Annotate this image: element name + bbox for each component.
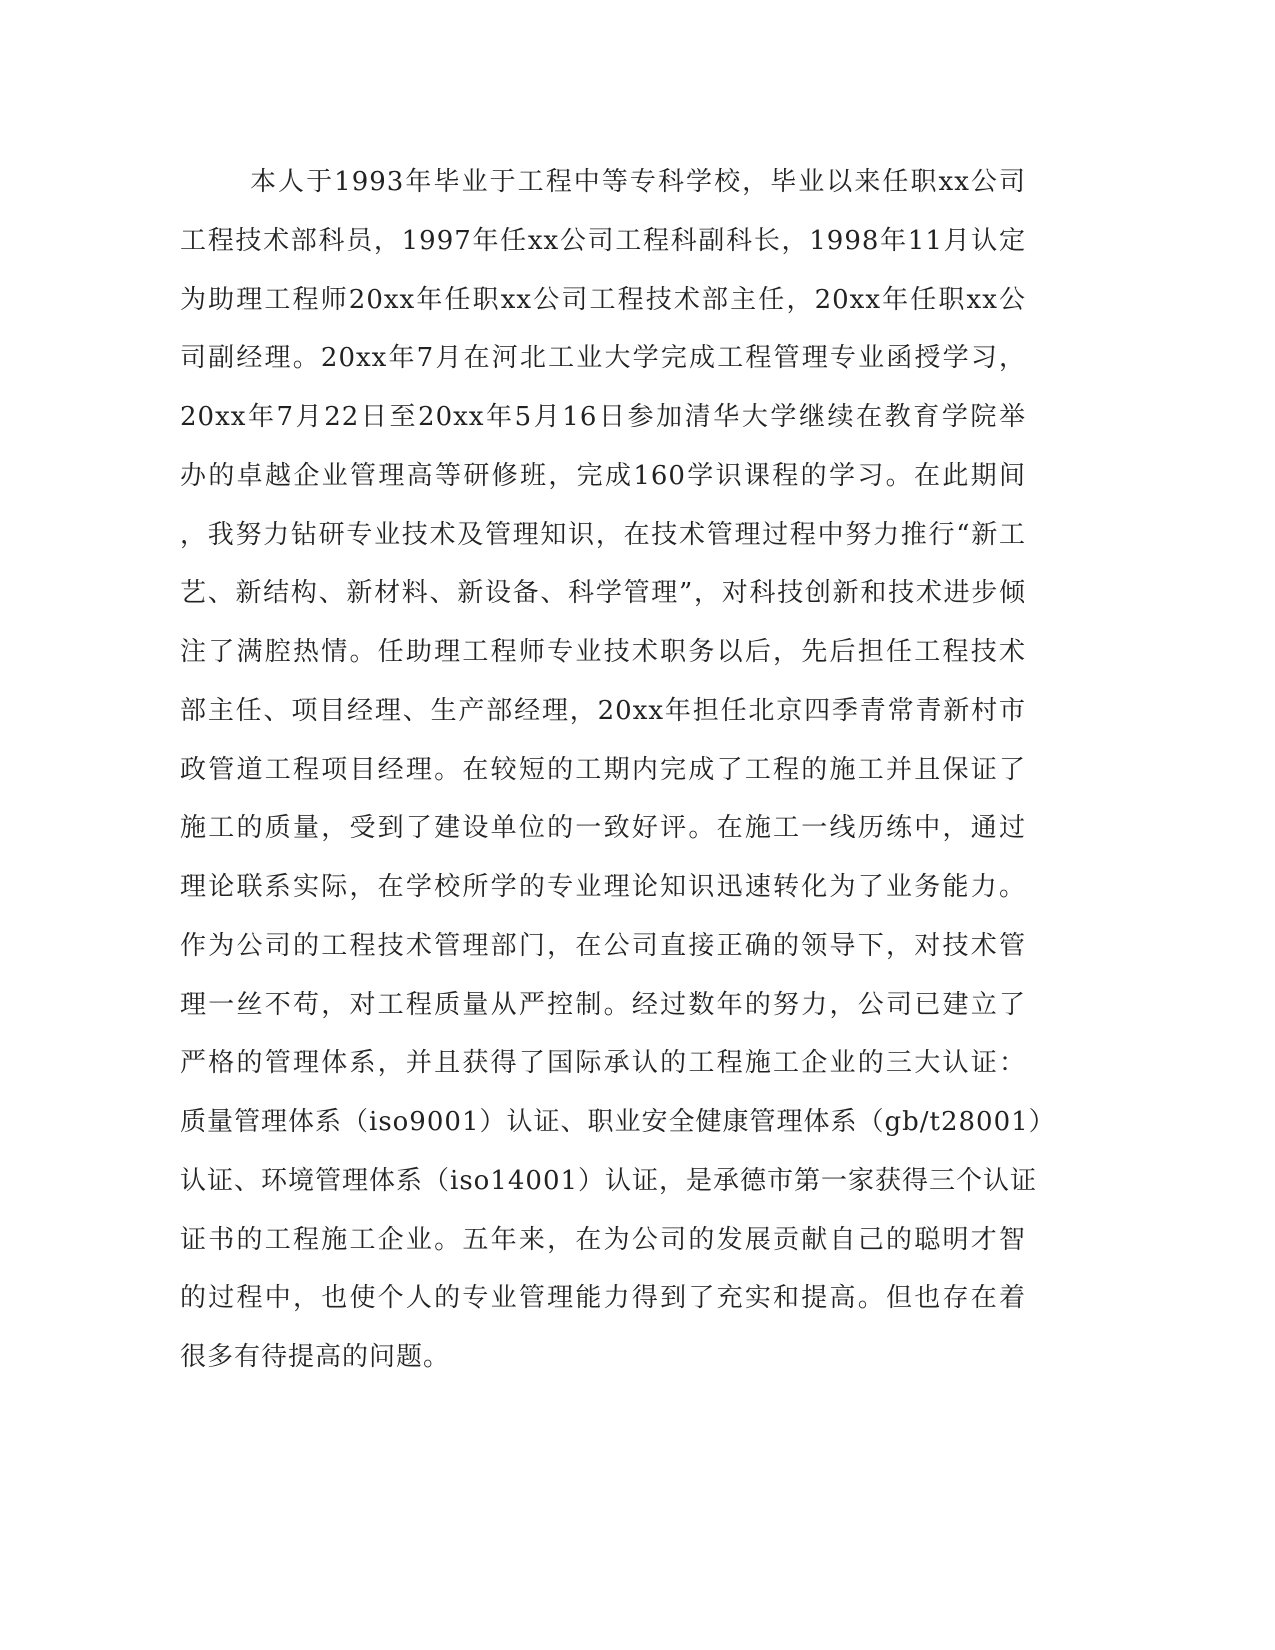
text-line: ，我努力钻研专业技术及管理知识，在技术管理过程中努力推行“新工 <box>180 519 1026 550</box>
document-body <box>180 162 1056 1396</box>
text-line: 理一丝不苟，对工程质量从严控制。经过数年的努力，公司已建立了 <box>180 989 1026 1020</box>
text-line: 部主任、项目经理、生产部经理，20xx年担任北京四季青常青新村市 <box>180 695 1026 726</box>
text-line: 司副经理。20xx年7月在河北工业大学完成工程管理专业函授学习， <box>180 343 1026 374</box>
text-line: 为助理工程师20xx年任职xx公司工程技术部主任，20xx年任职xx公 <box>180 284 1026 315</box>
text-line: 质量管理体系（iso9001）认证、职业安全健康管理体系（gb/t28001） <box>180 1107 1056 1137</box>
text-line: 认证、环境管理体系（iso14001）认证，是承德市第一家获得三个认证 <box>180 1165 1038 1196</box>
text-line: 工程技术部科员，1997年任xx公司工程科副科长，1998年11月认定 <box>180 225 1026 256</box>
text-line: 的过程中，也使个人的专业管理能力得到了充实和提高。但也存在着 <box>180 1283 1026 1314</box>
text-line: 本人于1993年毕业于工程中等专科学校，毕业以来任职xx公司 <box>250 167 1026 197</box>
paragraph <box>180 162 1056 1396</box>
text-line: 作为公司的工程技术管理部门，在公司直接正确的领导下，对技术管 <box>180 930 1026 961</box>
text-line: 20xx年7月22日至20xx年5月16日参加清华大学继续在教育学院举 <box>180 402 1026 432</box>
text-line: 证书的工程施工企业。五年来，在为公司的发展贡献自己的聪明才智 <box>180 1224 1026 1255</box>
text-line: 办的卓越企业管理高等研修班，完成160学识课程的学习。在此期间 <box>180 460 1026 491</box>
text-line: 很多有待提高的问题。 <box>180 1342 451 1372</box>
text-line: 艺、新结构、新材料、新设备、科学管理”，对科技创新和技术进步倾 <box>180 578 1026 609</box>
text-line: 理论联系实际，在学校所学的专业理论知识迅速转化为了业务能力。 <box>180 872 1026 902</box>
text-line: 政管道工程项目经理。在较短的工期内完成了工程的施工并且保证了 <box>180 754 1026 785</box>
text-line: 施工的质量，受到了建设单位的一致好评。在施工一线历练中，通过 <box>180 813 1026 844</box>
text-line: 严格的管理体系，并且获得了国际承认的工程施工企业的三大认证： <box>180 1048 1026 1079</box>
text-line: 注了满腔热情。任助理工程师专业技术职务以后，先后担任工程技术 <box>180 637 1026 667</box>
